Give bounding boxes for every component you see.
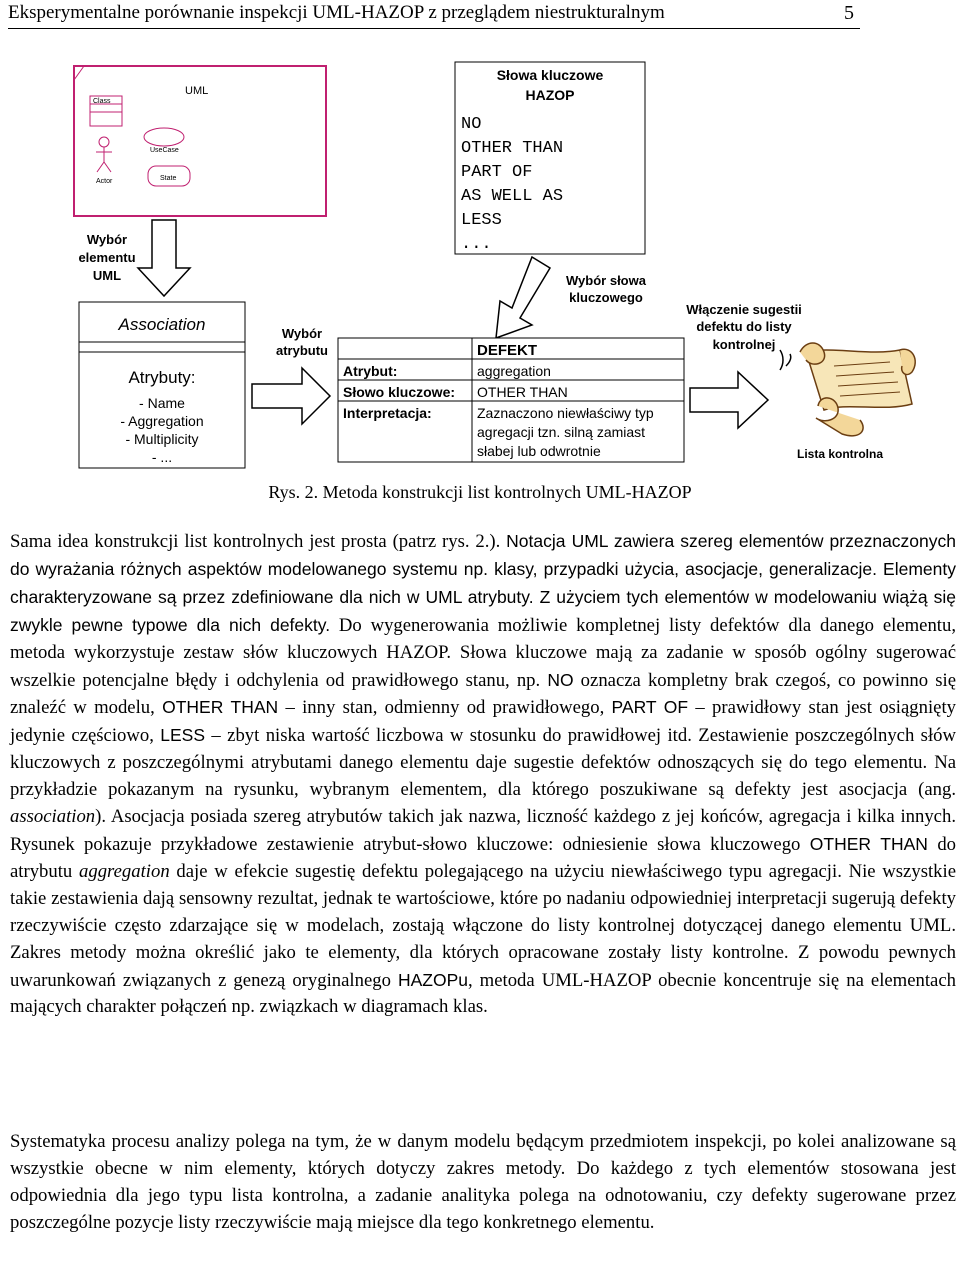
p1-text: oznacza kompletny brak czegoś, co powinno się znaleźć w modelu, [10,669,956,719]
paragraph-2: Systematyka procesu analizy polega na tym, że w danym modelu będącym przedmiotem inspekcji, po kolei analizowane są wszystkie obecne w nim elementy, których dotyczy zakres metody. Do każdego z tych elementów stosowana jest odpowiednia dla jego typu lista kontrolna, a zadanie analityka polega na odnotowaniu, czy defekty sugerowane przez poszczególne pozycje listy rzeczywiście mają miejsce dla tego konkretnego elementu. [10,1131,956,1233]
association-box [79,302,245,468]
row-keyword-value: OTHER THAN [477,384,568,400]
row-interpretation-label: Interpretacja: [343,405,432,421]
attr-name: - Name [139,395,185,411]
down-arrow-icon [138,220,190,296]
svg-text:UML: UML [92,268,122,283]
label-select-element [78,232,135,283]
defect-table [338,338,684,462]
uml-class-label: Class [93,98,111,105]
p1-text: Do wygenerowania możliwie kompletnej listy defektów dla danego elementu, metoda wykorzystuje zestaw słów kluczowych HAZOP. Słowa kluczowe mają za zadanie w sposób ogólny sugerować wszelkie potencjalne błędy i odchylenia od prawidłowego stanu, np. [10,614,956,691]
keyword-as-well-as: AS WELL AS [461,187,564,206]
scroll-icon [780,343,915,436]
uml-usecase-label: UseCase [150,147,179,154]
page-header [8,2,860,29]
keyword-part-of: PART OF [611,697,689,718]
attr-aggregation: - Aggregation [120,413,204,429]
uml-title: UML [185,85,209,97]
paragraph-1 [10,528,956,1021]
right-arrow-icon [690,372,768,428]
uml-state-label: State [160,175,177,182]
running-title: Eksperymentalne porównanie inspekcji UML-HAZOP z przeglądem niestrukturalnym [8,2,665,23]
p1-text: Sama idea konstrukcji list kontrolnych jest prosta (patrz rys. 2.). [10,531,507,552]
p1-text: Notacja UML zawiera szereg elementów przeznaczonych do wyrażania różnych aspektów modelowanego systemu np. klasy, przypadki użycia, asocjacje, generalizacje. Elementy charakteryzowane są przez zdefiniowane dla nich w UML atrybuty. Z użyciem tych elementów w modelowaniu wiążą się zwykle pewne typowe dla nich defekty. [10,531,957,635]
keyword-part-of: PART OF [461,163,533,182]
label-include-suggestion [686,302,802,352]
term-hazopu: HAZOPu [397,969,468,990]
svg-text:Wybór słowa: Wybór słowa [566,273,646,288]
row-interpretation-line2: agregacji tzn. silną zamiast [477,424,646,440]
term-aggregation: aggregation [79,860,170,882]
row-interpretation-line1: Zaznaczono niewłaściwy typ [477,405,654,421]
keyword-other-than: OTHER THAN [162,697,279,718]
keyword-other-than: OTHER THAN [809,833,928,854]
keyword-other-than: OTHER THAN [461,139,564,158]
page-number: 5 [844,2,854,24]
checklist-label: Lista kontrolna [796,447,884,461]
svg-text:elementu: elementu [78,250,136,265]
keyword-no: NO [461,115,482,134]
svg-text:defektu do listy: defektu do listy [696,319,792,334]
p1-text: , metoda UML-HAZOP obecnie koncentruje się na elementach mających charakter połączeń np. związkach w diagramach klas. [10,969,956,1018]
row-attribute-value: aggregation [477,363,551,379]
p1-text: ). Asocjacja posiada szereg atrybutów takich jak nazwa, liczność każdego z jej końców, agregacja i kilka innych. Rysunek pokazuje przykładowe zestawienie atrybut-słowo kluczowe: odniesienie słowa kluczowego [10,806,956,855]
keywords-title-2: HAZOP [525,87,575,103]
row-attribute-label: Atrybut: [343,363,398,379]
attr-multiplicity: - Multiplicity [125,431,199,447]
svg-text:Wybór: Wybór [86,232,128,247]
keyword-less: LESS [461,211,502,230]
svg-text:Wybór: Wybór [281,326,323,341]
p1-text: – prawidłowy stan jest osiągnięty jedynie częściowo, [10,697,957,747]
label-select-attribute [276,326,328,358]
p1-text: do atrybutu [10,833,957,882]
p1-text: daje w efekcie sugestię defektu polegającego na użyciu niewłaściwego typu agregacji. Nie wszystkie takie zestawienia dają sensowny rezultat, jednak te wartościowe, które po nadaniu odpowiedniej interpretacji sugerują defekty rzeczywiście często zdarzające się w modelach, zostają włączone do listy kontrolnej dotyczącej danego elementu UML. Zakres metody można określić jako te elementy, dla których opracowane zostały listy kontrolne. Z powodu pewnych uwarunkowań związanych z genezą oryginalnego [10,860,956,991]
term-association: association [10,806,96,828]
figure-uml-hazop [0,30,960,500]
figure-caption: Rys. 2. Metoda konstrukcji list kontrolnych UML-HAZOP [268,482,692,502]
keyword-less: LESS [160,725,206,746]
svg-text:kontrolnej: kontrolnej [712,337,776,352]
uml-actor-label: Actor [96,178,113,185]
keyword-more: ... [461,235,492,254]
svg-text:Włączenie sugestii: Włączenie sugestii [686,302,802,317]
row-keyword-label: Słowo kluczowe: [343,384,456,400]
keywords-title-1: Słowa kluczowe [496,67,604,83]
diagonal-arrow-icon [496,257,550,338]
p1-text: – zbyt niska wartość liczbowa w stosunku do prawidłowej itd. Zestawienie poszczególnych słów kluczowych z poszczególnymi atrybutami danego elementu daje sugestie defektów odnoszących się do tego elementu. Na przykładzie pokazanym na rysunku, wybranym elementem, dla którego poszukiwane są defekty jest asocjacja (ang. [10,725,956,801]
right-arrow-icon [252,368,330,424]
attributes-heading: Atrybuty: [128,368,196,387]
svg-text:atrybutu: atrybutu [276,343,328,358]
uml-palette [74,66,326,216]
row-interpretation-line3: słabej lub odwrotnie [477,443,601,459]
svg-text:kluczowego: kluczowego [569,290,643,305]
label-select-keyword [566,273,647,305]
defect-heading: DEFEKT [477,342,537,359]
association-title: Association [118,315,206,334]
keyword-no: NO [547,669,574,690]
p1-text: – inny stan, odmienny od prawidłowego, [278,697,612,719]
hazop-keywords-box [455,62,645,254]
attr-more: - ... [151,449,173,465]
